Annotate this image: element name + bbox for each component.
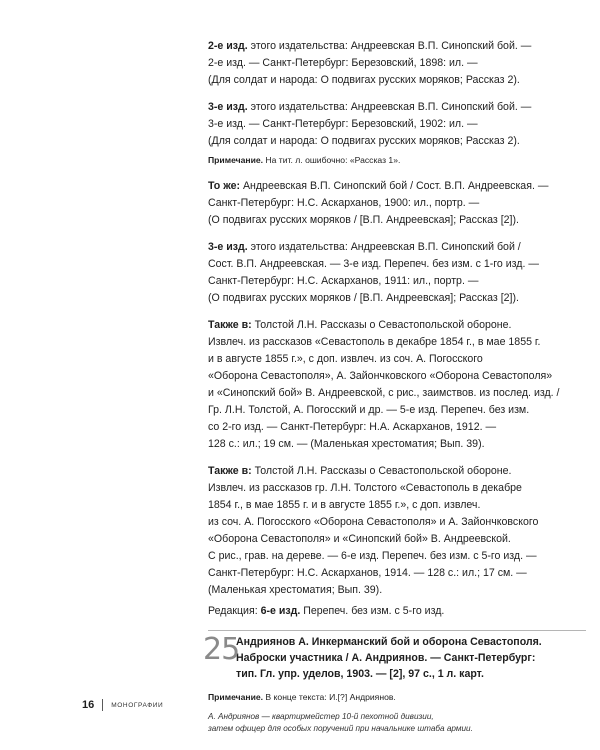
entry-lead: 2-е изд. bbox=[208, 40, 248, 52]
entry-25-note bbox=[208, 691, 586, 703]
entry-also-in-1914 bbox=[208, 463, 586, 599]
entry-line: (Для солдат и народа: О подвигах русских моряков; Рассказ 2). bbox=[208, 74, 520, 86]
section-divider bbox=[208, 630, 586, 631]
entry-25-title bbox=[236, 634, 586, 682]
entry-line: Извлеч. из рассказов «Севастополь в декабре 1854 г., в мае 1855 г. bbox=[208, 336, 541, 348]
entry-line: 128 с.: ил.; 19 см. — (Маленькая хрестоматия; Вып. 39). bbox=[208, 438, 485, 450]
entry-line: из соч. А. Погосского «Оборона Севастополя» и А. Зайончковского bbox=[208, 516, 539, 528]
entry-lead: 3-е изд. bbox=[208, 101, 248, 113]
entry-lead: То же: bbox=[208, 180, 241, 192]
entry-line: этого издательства: Андреевская В.П. Синопский бой. — bbox=[247, 40, 532, 52]
entry-25-line: Андриянов А. Инкерманский бой и оборона Севастополя. bbox=[236, 636, 542, 648]
entry-lead: Также в: bbox=[208, 319, 252, 331]
entry-line: Извлеч. из рассказов гр. Л.Н. Толстого «Севастополь в декабре bbox=[208, 482, 522, 494]
footer-separator bbox=[102, 699, 103, 711]
entry-line: Толстой Л.Н. Рассказы о Севастопольской обороне. bbox=[251, 319, 512, 331]
entry-line: Санкт-Петербург: Н.С. Аскарханов, 1900: ил., портр. — bbox=[208, 197, 480, 209]
entry-line: Сост. В.П. Андреевская. — 3-е изд. Перепеч. без изм. с 1-го изд. — bbox=[208, 258, 539, 270]
entry-line: и в августе 1855 г.», с доп. извлеч. из соч. А. Погосского bbox=[208, 353, 483, 365]
entry-also-in-1912 bbox=[208, 317, 586, 453]
entry-line: С рис., грав. на дереве. — 6-е изд. Перепеч. без изм. с 5-го изд. — bbox=[208, 550, 537, 562]
entry-lead: 3-е изд. bbox=[208, 241, 248, 253]
entry-same-1900 bbox=[208, 178, 586, 229]
edition-text: Перепеч. без изм. с 5-го изд. bbox=[300, 605, 445, 617]
page-footer bbox=[82, 699, 163, 711]
entry-line: 1854 г., в мае 1855 г. и в августе 1855 г.», с доп. извлеч. bbox=[208, 499, 481, 511]
page-number: 16 bbox=[82, 699, 95, 711]
entry-line: (О подвигах русских моряков / [В.П. Андреевская]; Рассказ [2]). bbox=[208, 214, 519, 226]
entry-2nd-edition-1898 bbox=[208, 38, 586, 89]
entry-line: Гр. Л.Н. Толстой, А. Погосский и др. — 5-е изд. Перепеч. без изм. bbox=[208, 404, 530, 416]
entry-line: «Оборона Севастополя» и «Синопский бой» В. Андреевской. bbox=[208, 533, 511, 545]
edition-bold: 6-е изд. bbox=[260, 605, 301, 617]
note-text: На тит. л. ошибочно: «Рассказ 1». bbox=[263, 155, 401, 165]
entry-line: «Оборона Севастополя», А. Зайончковского «Оборона Севастополя» bbox=[208, 370, 553, 382]
edition-label: Редакция: bbox=[208, 605, 261, 617]
edition-note bbox=[208, 603, 586, 620]
entry-line: со 2-го изд. — Санкт-Петербург: Н.А. Аскарханов, 1912. — bbox=[208, 421, 497, 433]
entry-number: 25 bbox=[203, 632, 240, 667]
note-label: Примечание. bbox=[208, 692, 264, 702]
entry-25-line: Наброски участника / А. Андриянов. — Санкт-Петербург: bbox=[236, 652, 536, 664]
entry-3rd-edition-1911 bbox=[208, 239, 586, 307]
entry-25-line: тип. Гл. упр. уделов, 1903. — [2], 97 с., 1 л. карт. bbox=[236, 668, 484, 680]
note-text: В конце текста: И.[?] Андриянов. bbox=[263, 692, 396, 702]
entry-3rd-edition-1902 bbox=[208, 99, 586, 150]
entry-line: (О подвигах русских моряков / [В.П. Андреевская]; Рассказ [2]). bbox=[208, 292, 519, 304]
author-description bbox=[208, 711, 586, 735]
entry-line: (Маленькая хрестоматия; Вып. 39). bbox=[208, 584, 383, 596]
entry-line: Андреевская В.П. Синопский бой / Сост. В.П. Андреевская. — bbox=[240, 180, 549, 192]
entry-line: Толстой Л.Н. Рассказы о Севастопольской обороне. bbox=[251, 465, 512, 477]
bibliography-column bbox=[203, 38, 586, 735]
entry-line: и «Синопский бой» В. Андреевской, с рис., заимствов. из послед. изд. / bbox=[208, 387, 560, 399]
entry-line: Санкт-Петербург: Н.С. Аскарханов, 1911: ил., портр. — bbox=[208, 275, 479, 287]
author-description-line: А. Андриянов — квартирмейстер 10-й пехотной дивизии, bbox=[208, 712, 434, 721]
entry-25 bbox=[203, 632, 586, 735]
note-label: Примечание. bbox=[208, 155, 264, 165]
author-description-line: затем офицер для особых поручений при начальнике штаба армии. bbox=[208, 724, 473, 733]
note-title-error bbox=[208, 154, 586, 166]
entry-line: этого издательства: Андреевская В.П. Синопский бой. — bbox=[247, 101, 532, 113]
entry-line: 3-е изд. — Санкт-Петербург: Березовский, 1902: ил. — bbox=[208, 118, 478, 130]
entry-line: (Для солдат и народа: О подвигах русских моряков; Рассказ 2). bbox=[208, 135, 520, 147]
entry-line: 2-е изд. — Санкт-Петербург: Березовский, 1898: ил. — bbox=[208, 57, 478, 69]
entry-line: этого издательства: Андреевская В.П. Синопский бой / bbox=[247, 241, 521, 253]
section-title: МОНОГРАФИИ bbox=[111, 701, 164, 709]
entry-lead: Также в: bbox=[208, 465, 252, 477]
entry-line: Санкт-Петербург: Н.С. Аскарханов, 1914. — 128 с.: ил.; 17 см. — bbox=[208, 567, 527, 579]
